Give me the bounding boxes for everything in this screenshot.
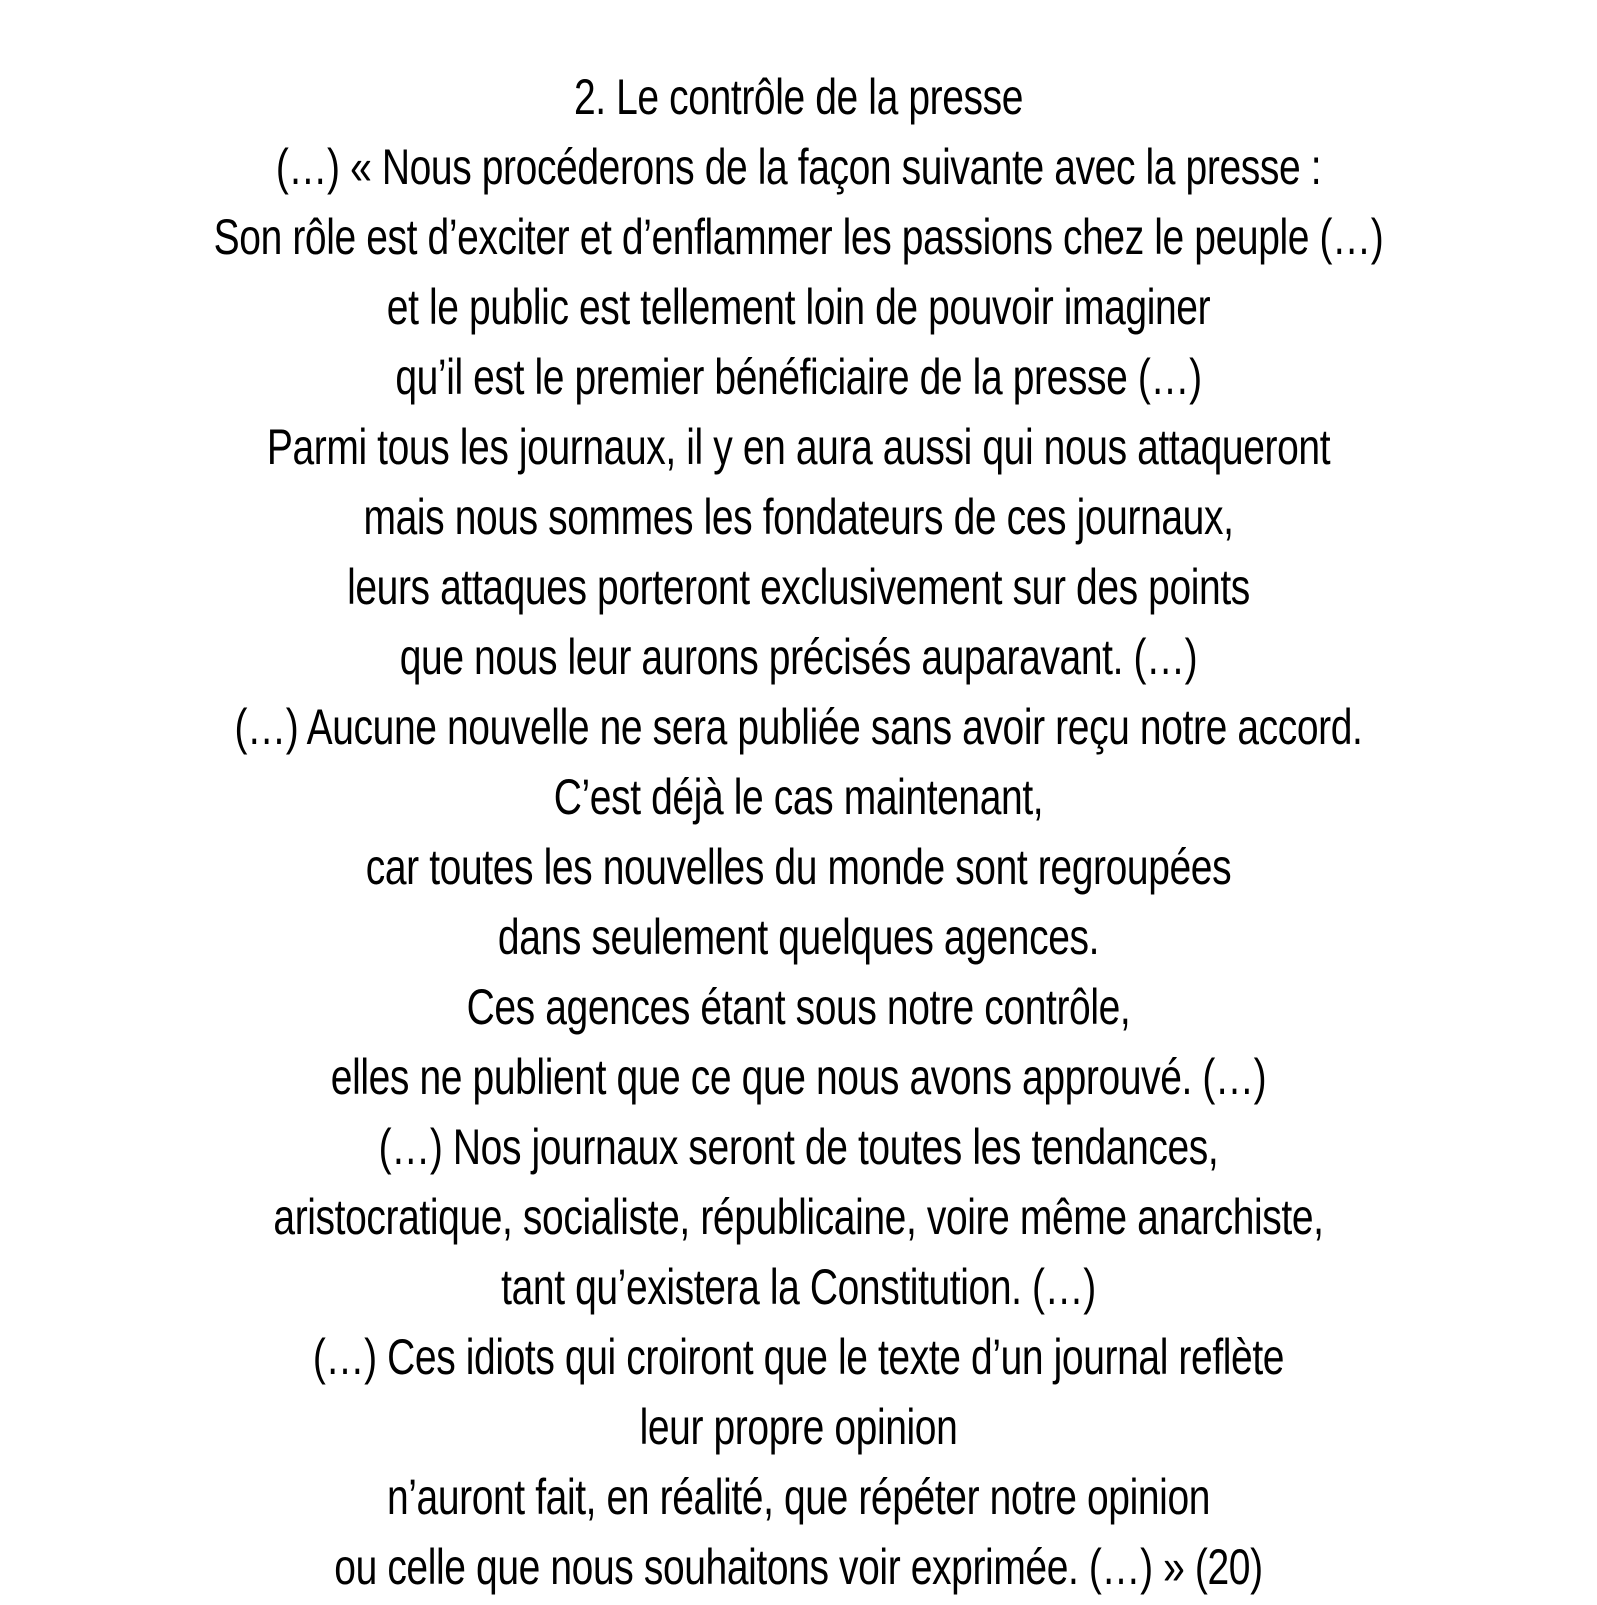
- text-line: tant qu’existera la Constitution. (…): [501, 1259, 1096, 1315]
- text-lines: [176, 132, 1422, 1602]
- text-line: elles ne publient que ce que nous avons approuvé. (…): [330, 1049, 1267, 1105]
- text-line: aristocratique, socialiste, républicaine, voire même anarchiste,: [273, 1189, 1324, 1245]
- text-line: (…) Ces idiots qui croiront que le texte d’un journal reflète: [312, 1329, 1285, 1385]
- text-line: Son rôle est d’exciter et d’enflammer les passions chez le peuple (…): [213, 209, 1384, 265]
- text-line: n’auront fait, en réalité, que répéter notre opinion: [386, 1469, 1211, 1525]
- text-line: Ces agences étant sous notre contrôle,: [466, 979, 1131, 1035]
- text-line: et le public est tellement loin de pouvoir imaginer: [386, 279, 1211, 335]
- section-heading: 2. Le contrôle de la presse: [573, 69, 1024, 125]
- text-line: (…) Aucune nouvelle ne sera publiée sans avoir reçu notre accord.: [234, 699, 1363, 755]
- text-line: Parmi tous les journaux, il y en aura aussi qui nous attaqueront: [266, 419, 1331, 475]
- text-line: car toutes les nouvelles du monde sont regroupées: [365, 839, 1232, 895]
- text-line: dans seulement quelques agences.: [497, 909, 1100, 965]
- text-line: mais nous sommes les fondateurs de ces journaux,: [363, 489, 1234, 545]
- text-line: qu’il est le premier bénéficiaire de la presse (…): [395, 349, 1202, 405]
- text-line: ou celle que nous souhaitons voir exprimée. (…) » (20): [334, 1539, 1263, 1595]
- text-line: C’est déjà le cas maintenant,: [553, 769, 1044, 825]
- text-line: leur propre opinion: [639, 1399, 958, 1455]
- text-line: (…) Nos journaux seront de toutes les tendances,: [378, 1119, 1219, 1175]
- text-line: leurs attaques porteront exclusivement sur des points: [347, 559, 1250, 615]
- text-line: que nous leur aurons précisés auparavant. (…): [399, 629, 1198, 685]
- slide-text-block: [176, 0, 1422, 1602]
- text-line: (…) « Nous procéderons de la façon suivante avec la presse :: [275, 139, 1322, 195]
